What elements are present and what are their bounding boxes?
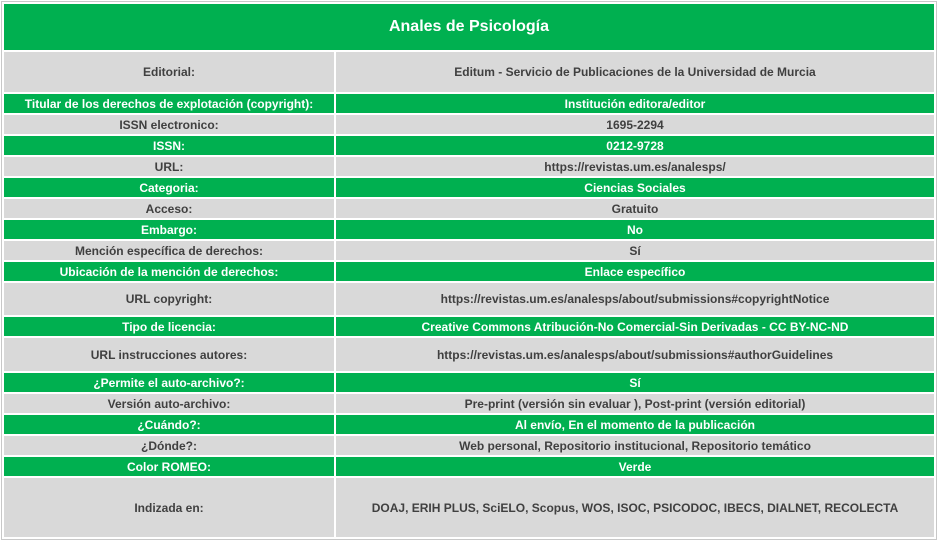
row-rights-location — [4, 262, 934, 281]
row-category — [4, 178, 934, 197]
row-label: ISSN: — [4, 136, 334, 155]
row-label: ¿Permite el auto-archivo?: — [4, 373, 334, 392]
journal-metadata-table — [2, 50, 936, 539]
row-value: Al envío, En el momento de la publicación — [336, 415, 934, 434]
row-label: Ubicación de la mención de derechos: — [4, 262, 334, 281]
row-value: 1695-2294 — [336, 115, 934, 134]
row-value: Gratuito — [336, 199, 934, 218]
row-label: Editorial: — [4, 52, 334, 92]
row-label: ¿Cuándo?: — [4, 415, 334, 434]
row-label: Embargo: — [4, 220, 334, 239]
journal-info-card — [1, 1, 937, 540]
row-label: Tipo de licencia: — [4, 317, 334, 336]
row-label: Mención específica de derechos: — [4, 241, 334, 260]
row-value: Creative Commons Atribución-No Comercial-Sin Derivadas - CC BY-NC-ND — [336, 317, 934, 336]
row-value: Ciencias Sociales — [336, 178, 934, 197]
row-value: https://revistas.um.es/analesps/about/submissions#authorGuidelines — [336, 338, 934, 371]
row-label: URL copyright: — [4, 283, 334, 315]
row-author-guidelines — [4, 338, 934, 371]
row-self-archiving — [4, 373, 934, 392]
row-value: Verde — [336, 457, 934, 476]
row-label: ¿Dónde?: — [4, 436, 334, 455]
row-url-copyright — [4, 283, 934, 315]
row-copyright-holder — [4, 94, 934, 113]
row-url — [4, 157, 934, 176]
row-label: Titular de los derechos de explotación (copyright): — [4, 94, 334, 113]
row-label: Versión auto-archivo: — [4, 394, 334, 413]
row-value: Editum - Servicio de Publicaciones de la Universidad de Murcia — [336, 52, 934, 92]
row-label: Color ROMEO: — [4, 457, 334, 476]
row-where — [4, 436, 934, 455]
journal-title: Anales de Psicología — [4, 4, 934, 50]
row-archive-version — [4, 394, 934, 413]
row-value: https://revistas.um.es/analesps/about/submissions#copyrightNotice — [336, 283, 934, 315]
row-embargo — [4, 220, 934, 239]
row-issn-electronic — [4, 115, 934, 134]
row-value: Web personal, Repositorio institucional, Repositorio temático — [336, 436, 934, 455]
row-value: Institución editora/editor — [336, 94, 934, 113]
row-value: 0212-9728 — [336, 136, 934, 155]
row-value: Enlace específico — [336, 262, 934, 281]
row-rights-mention — [4, 241, 934, 260]
row-label: URL instrucciones autores: — [4, 338, 334, 371]
row-label: Indizada en: — [4, 478, 334, 537]
row-label: Acceso: — [4, 199, 334, 218]
row-label: URL: — [4, 157, 334, 176]
row-label: Categoria: — [4, 178, 334, 197]
row-label: ISSN electronico: — [4, 115, 334, 134]
row-value: Pre-print (versión sin evaluar ), Post-print (versión editorial) — [336, 394, 934, 413]
row-license-type — [4, 317, 934, 336]
row-value: Sí — [336, 373, 934, 392]
row-when — [4, 415, 934, 434]
row-editorial — [4, 52, 934, 92]
row-value: Sí — [336, 241, 934, 260]
row-issn — [4, 136, 934, 155]
row-access — [4, 199, 934, 218]
row-romeo-color — [4, 457, 934, 476]
row-value: DOAJ, ERIH PLUS, SciELO, Scopus, WOS, ISOC, PSICODOC, IBECS, DIALNET, RECOLECTA — [336, 478, 934, 537]
row-indexed-in — [4, 478, 934, 537]
row-value: https://revistas.um.es/analesps/ — [336, 157, 934, 176]
row-value: No — [336, 220, 934, 239]
